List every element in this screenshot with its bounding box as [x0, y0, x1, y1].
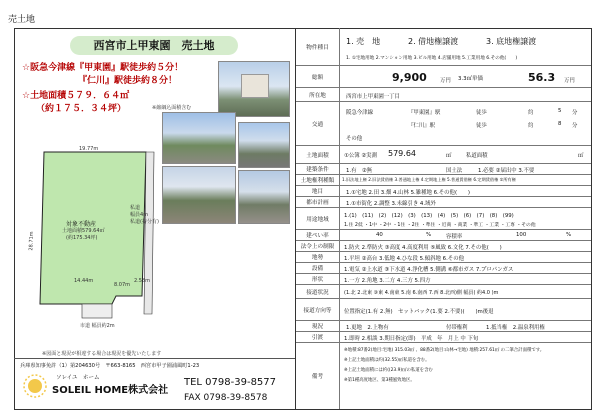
map-bottom-measure: 14.44m: [74, 278, 94, 284]
row-building: [296, 164, 591, 175]
transaction-base: 3. 底地権譲渡: [486, 37, 537, 46]
label-building: 建築条件: [296, 164, 340, 174]
map-bottom-road: 市道 幅員約2m: [80, 323, 115, 329]
tsubo-unit: 万円: [564, 78, 575, 84]
road-dir-options: 位置指定(1.有 2.無) セットバック(1.要 2.不要)( )m後退: [344, 309, 494, 315]
photo-street: [162, 112, 236, 164]
reference-label: 付帯権利: [446, 325, 468, 331]
headline-nigawa: 『仁川』駅徒歩約８分！: [78, 76, 178, 86]
photo-road: [238, 122, 290, 168]
company-tel: TEL 0798-39-8577: [184, 377, 277, 388]
tsubo-price: 56.3: [528, 71, 556, 84]
label-shape: 形状: [296, 274, 340, 284]
label-planning: 都市計画: [296, 197, 340, 207]
traffic-approx-1: 約: [528, 110, 534, 116]
headline-kotoen: ☆阪急今津線『甲東園』駅徒歩約５分！: [22, 63, 184, 73]
tsubo-label: 3.3㎡単価: [458, 76, 483, 82]
planning-options: 1.①市街化 2.調整 3.未線引き 4.域外: [346, 201, 436, 207]
row-planning: [296, 197, 591, 208]
transaction-lease: 2. 借地権譲渡: [408, 37, 459, 46]
row-road-dir: [296, 299, 591, 321]
private-road-label: 私道面積: [466, 153, 488, 159]
property-table: [295, 28, 592, 410]
traffic-approx-2: 約: [528, 123, 534, 129]
map-top-measure: 19.77m: [79, 146, 99, 152]
label-road-dir: 接道方向等: [296, 299, 340, 320]
photo-building: [218, 61, 290, 117]
company-fax: FAX 0798-39-8578: [184, 393, 268, 403]
row-coverage: [296, 230, 591, 241]
other-law-options: 1.防火 2.準防火 ③高度 4.高度利用 ⑤風致 6.文化 7.その他( ): [344, 245, 502, 251]
far-label: 容積率: [446, 234, 463, 240]
label-location: 所在地: [296, 88, 340, 101]
map-road-width: 幅員4m: [130, 212, 149, 218]
handover-options: 1.即時 2.相談 3.期日指定(即) 平成 年 月上 中 下旬: [344, 336, 479, 342]
label-utilities: 設備: [296, 263, 340, 273]
label-handover: 引渡: [296, 332, 340, 342]
traffic-minutes-2: 8: [558, 121, 562, 127]
transaction-sale: 1. 売 地: [346, 37, 381, 46]
land-use-options: 1.①宅地 2.田 3.畑 4.山林 5.雑種地 6.その他( ): [346, 190, 470, 196]
photo-alley: [238, 170, 290, 224]
left-panel: [14, 28, 295, 410]
traffic-station-1: 『甲東園』駅: [408, 110, 441, 116]
map-lot-area: 土地面積579.64㎡: [62, 228, 105, 234]
remark-3: ※上記土地面積には約((23.9)㎡の私道を含む: [344, 368, 433, 373]
rights-options: 1.旧法地上権 2.旧法賃借権 3.普通地上権 4.定期地上権 5.普通賃借権 6.定期賃借権 ①所有権: [342, 177, 516, 182]
area-unit: ㎡: [446, 153, 452, 159]
coverage-value: 40: [376, 232, 383, 238]
company-kana: ソレイユ ホーム: [56, 375, 100, 381]
row-other-law: [296, 241, 591, 252]
map-right-road: 私道(持分有): [130, 219, 159, 225]
row-price: [296, 66, 591, 88]
photo-lot: [162, 166, 236, 224]
headline-area: ☆土地面積５７９．６４㎡: [22, 91, 130, 101]
license-info: 兵庫県知事免許（1）第204630号 〒663-8165 西宮市甲子園浦風町1-23: [20, 363, 200, 369]
label-price: 総額: [296, 66, 340, 87]
label-other-law: 法令上の制限: [296, 241, 340, 251]
remark-4: ※第1種高度地区、第3種風致地区。: [344, 378, 415, 383]
terrain-options: 1.平坦 ②高台 3.低地 4.ひな段 5.傾斜地 6.その他: [344, 256, 464, 262]
traffic-line-1: 阪急今津線: [346, 110, 373, 116]
label-remarks: 備考: [296, 343, 340, 409]
row-handover: [296, 332, 591, 343]
traffic-walk-2: 徒歩: [476, 123, 487, 129]
reference-options: 1.抵当権 2.温泉利用権: [486, 325, 545, 331]
row-kind: [296, 28, 591, 66]
utilities-options: 1.電気 ②上水道 ③下水道 4.浄化槽 5.側溝 ⑥都市ガス 7.プロパンガス: [344, 267, 514, 273]
status-options: 1.更地 2.上物有: [346, 325, 389, 331]
map-bottom-right-measure: 2.58m: [134, 278, 151, 284]
row-land-use: [296, 186, 591, 197]
traffic-unit-1: 分: [572, 110, 578, 116]
row-terrain: [296, 252, 591, 263]
row-rights: [296, 175, 591, 186]
label-area: 土地面積: [296, 146, 340, 163]
zoning-numbers: 1.(1) (11) (2) (12) (3) (13) (4) (5) (6) (7) (8) (99): [344, 213, 514, 219]
map-lot-label: 対象不動産: [66, 221, 97, 228]
area-note: ※縮綱込面積含む: [152, 105, 192, 111]
road-options: (1.北 2.北東 ③東 4.南東 5.南 6.南西 7.西 8.北西)側 幅員( 約4.0 )m: [344, 290, 499, 296]
map-lot-tsubo: (約175.34坪): [66, 235, 98, 241]
far-value: 100: [516, 232, 527, 238]
row-status: [296, 321, 591, 332]
location-value: 西宮市上甲東園一丁目: [346, 94, 400, 100]
remark-2: ※上記土地面積は約(32.55)㎡私道を含む。: [344, 358, 430, 363]
area-value: 579.64: [388, 149, 416, 158]
row-road: [296, 285, 591, 299]
far-unit: %: [566, 232, 572, 238]
law-label: 国土法: [446, 168, 463, 174]
row-area: [296, 146, 591, 164]
label-coverage: 建ぺい率: [296, 230, 340, 240]
map-left-measure: 28.71m: [28, 231, 35, 251]
label-status: 現況: [296, 321, 340, 331]
property-kinds: 1. ①宅地用地 2.マンション用地 3.ビル用地 4.店舗用地 5.工業用地 6.その他( ): [346, 56, 518, 61]
row-shape: [296, 274, 591, 285]
map-note: ※図面と現況が相違する場合は現況を優先いたします: [42, 351, 162, 357]
headline-tsubo: （約１７５．３４坪）: [36, 104, 127, 114]
row-remarks: [296, 343, 591, 409]
zoning-detail: 1.住 2低 ・1中 ・2中 ・1住 ・2住 ・準住 ・近商 ・商業 ・準工 ・工業 ・工専 ・その他: [344, 223, 536, 228]
label-rights: 土地権利種類: [296, 175, 340, 185]
traffic-unit-2: 分: [572, 123, 578, 129]
row-traffic: [296, 102, 591, 146]
page-title: 西宮市上甲東園 売土地: [70, 36, 238, 55]
document-label: 売土地: [8, 15, 36, 25]
law-options: 1.必要 ②届出中 3.不要: [478, 168, 535, 174]
map-road-label: 私道: [130, 205, 141, 211]
company-block: [14, 358, 295, 411]
row-utilities: [296, 263, 591, 274]
area-choices: ①公簿 ②実測: [344, 153, 377, 159]
traffic-other: その他: [346, 136, 363, 142]
label-zoning: 用途地域: [296, 208, 340, 229]
label-road: 接道状況: [296, 285, 340, 298]
shape-options: 1.一方 2.角地 3.二方 4.三方 5.四方: [344, 278, 431, 284]
label-traffic: 交通: [296, 102, 340, 145]
coverage-unit: %: [426, 232, 432, 238]
traffic-walk-1: 徒歩: [476, 110, 487, 116]
row-location: [296, 88, 591, 102]
traffic-station-2: 『仁川』駅: [408, 123, 435, 129]
price-value: 9,900: [392, 71, 427, 84]
company-name: SOLEIL HOME株式会社: [52, 385, 169, 396]
traffic-minutes-1: 5: [558, 108, 562, 114]
private-road-unit: ㎡: [578, 153, 584, 159]
remark-1: ※地積:87番2(地目:宅地) 315.03㎡ 、88番2(地目:山林→宅地) 地積:257.61㎡ の二筆合計面積です。: [344, 348, 545, 353]
label-land-use: 地目: [296, 186, 340, 196]
map-corner-measure: 8.07m: [114, 282, 131, 288]
row-zoning: [296, 208, 591, 230]
label-kind: 物件種目: [296, 28, 340, 65]
building-options: 1.有 ②無: [346, 168, 373, 174]
sun-logo-icon: [22, 373, 48, 399]
label-terrain: 地勢: [296, 252, 340, 262]
price-unit: 万円: [440, 78, 451, 84]
